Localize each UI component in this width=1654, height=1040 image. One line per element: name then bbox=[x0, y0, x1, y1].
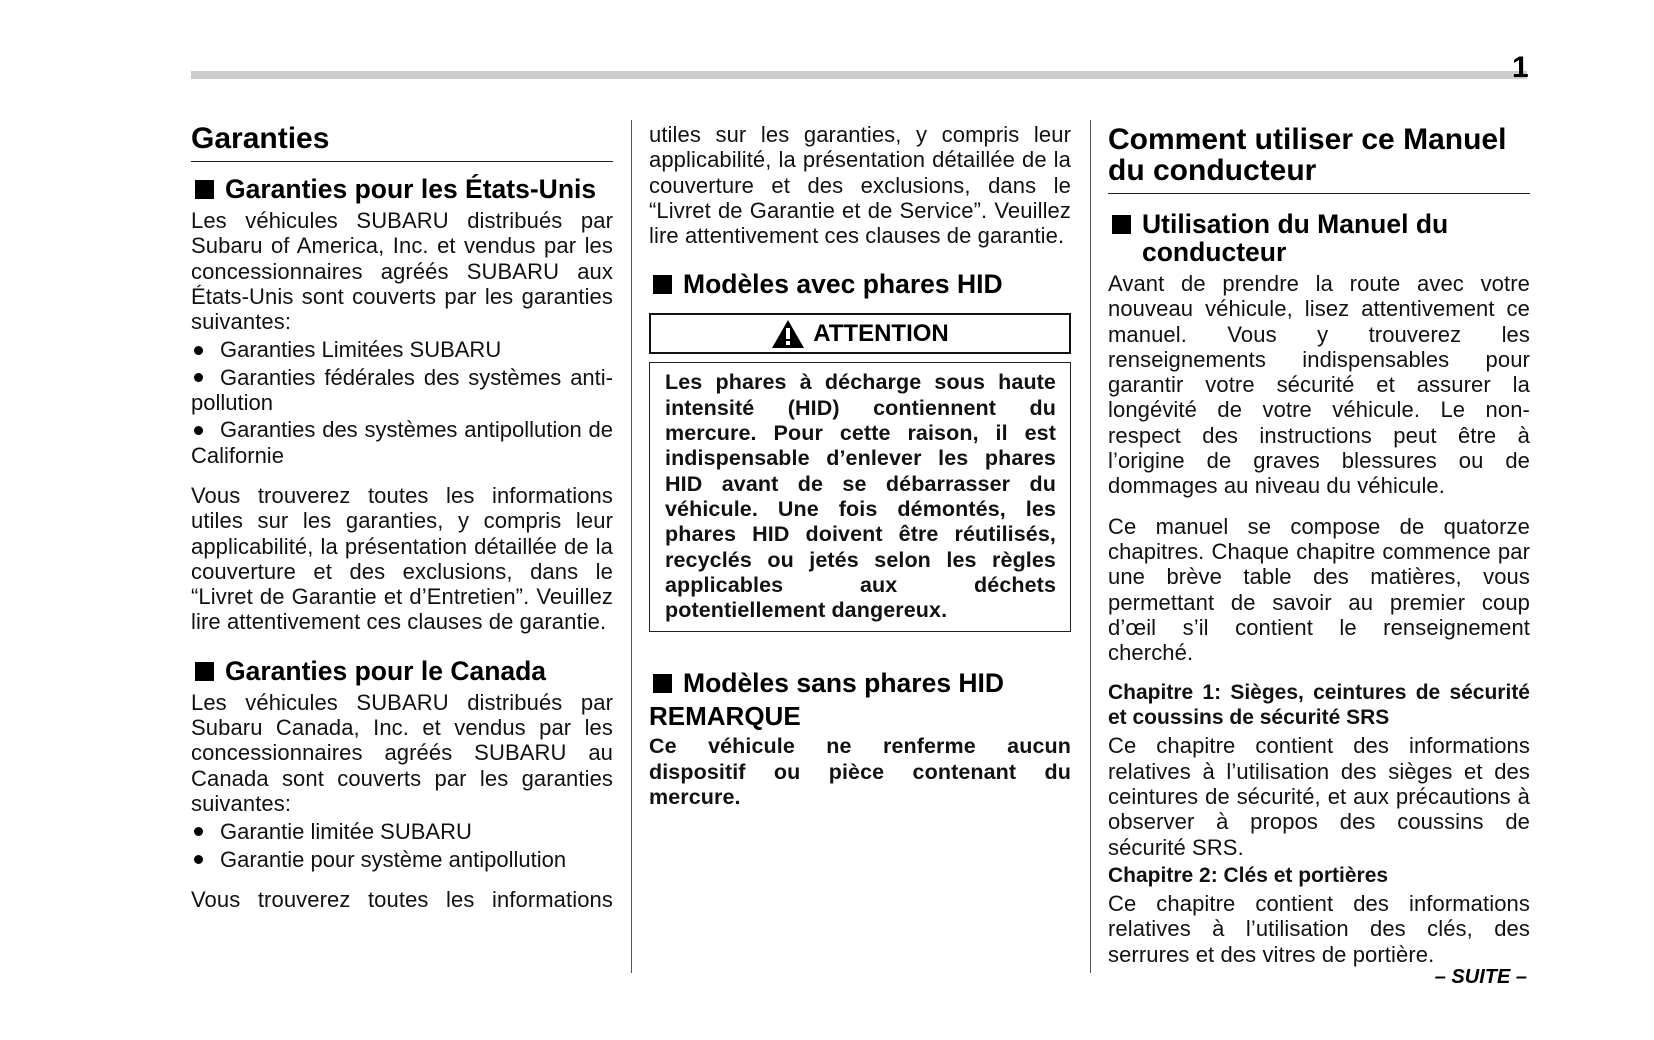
section-title-manual: Comment utiliser ce Manuel du conducteur bbox=[1108, 124, 1530, 194]
list-item: Garantie pour système antipollution bbox=[191, 847, 613, 872]
header-rule bbox=[191, 71, 1527, 79]
usa-warranty-list bbox=[191, 337, 613, 467]
list-item: Garantie limitée SUBARU bbox=[191, 819, 613, 844]
chapter-2-text: Ce chapitre contient des informations relatives à l’utilisation des clés, des serrures et des vitres de portière. bbox=[1108, 890, 1530, 967]
continued-label: – SUITE – bbox=[1434, 966, 1527, 988]
square-bullet-icon bbox=[1112, 215, 1131, 234]
column-1 bbox=[191, 120, 613, 912]
warning-triangle-icon bbox=[771, 319, 805, 349]
canada-warranty-list bbox=[191, 819, 613, 872]
column-divider bbox=[1090, 120, 1091, 973]
attention-header: ATTENTION bbox=[649, 313, 1071, 354]
subsection-heading-no-hid: Modèles sans phares HID bbox=[649, 669, 1071, 697]
remarque-text: Ce véhicule ne renferme aucun dispositif ou pièce contenant du mercure. bbox=[649, 734, 1071, 810]
bullet-dot-icon bbox=[194, 855, 203, 864]
attention-body bbox=[649, 362, 1071, 632]
bullet-dot-icon bbox=[194, 346, 203, 355]
list-item: Garanties Limitées SUBARU bbox=[191, 337, 613, 362]
chapter-2-title: Chapitre 2: Clés et portières bbox=[1108, 863, 1389, 887]
square-bullet-icon bbox=[195, 662, 214, 681]
bullet-dot-icon bbox=[194, 373, 203, 382]
usa-intro-paragraph: Les véhicules SUBARU distribués par Subaru of America, Inc. et vendus par les concessionnaires agréés SUBARU aux États-Unis sont couverts par les garanties suivantes: bbox=[191, 208, 613, 335]
chapter-1-title: Chapitre 1: Sièges, ceintures de sécurité et coussins de sécurité SRS bbox=[1108, 681, 1530, 730]
page-number: 1 bbox=[1512, 51, 1529, 84]
attention-text: Les phares à décharge sous haute intensité (HID) contiennent du mercure. Pour cette raison, il est indispensable d’enlever les phares HID avant de se débarrasser du véhicule. Une fois démontés, les phares HID doivent être réutilisés, recyclés ou jetés selon les règles applicables aux déchets potentiellement dangereux. bbox=[665, 370, 1056, 623]
bullet-dot-icon bbox=[194, 426, 203, 435]
square-bullet-icon bbox=[653, 674, 672, 693]
section-title-garanties: Garanties bbox=[191, 124, 613, 162]
list-item: Garanties des systèmes antipollution de Californie bbox=[191, 417, 613, 468]
usa-outro-paragraph: Vous trouverez toutes les informations utiles sur les garanties, y compris leur applicabilité, la présentation détaillée de la couverture et des exclusions, dans le “Livret de Garantie et d’Entretien”. Veuillez lire attentivement ces clauses de garantie. bbox=[191, 482, 613, 635]
chapters-paragraph: Ce manuel se compose de quatorze chapitres. Chaque chapitre commence par une brève table des matières, vous permettant de savoir au premier coup d’œil s’il contient le renseignement cherché. bbox=[1108, 513, 1530, 666]
remarque-label: REMARQUE bbox=[649, 701, 801, 732]
column-2 bbox=[649, 122, 1071, 810]
intro-paragraph: Avant de prendre la route avec votre nouveau véhicule, lisez attentivement ce manuel. Vous y trouverez les renseignements indispensables pour garantir votre sécurité et assurer la longévité de votre véhicule. Le non-respect des instructions peut être à l’origine de graves blessures ou de dommages au niveau du véhicule. bbox=[1108, 271, 1530, 499]
square-bullet-icon bbox=[653, 275, 672, 294]
bullet-dot-icon bbox=[194, 827, 203, 836]
chapter-1-text: Ce chapitre contient des informations relatives à l’utilisation des sièges et des ceintures de sécurité, et aux précautions à observer à propos des coussins de sécurité SRS. bbox=[1108, 733, 1530, 860]
subsection-heading-usa: Garanties pour les États-Unis bbox=[191, 175, 613, 203]
column-3 bbox=[1108, 120, 1530, 967]
subsection-heading-hid: Modèles avec phares HID bbox=[649, 270, 1071, 298]
canada-outro-paragraph-start: Vous trouverez toutes les informations bbox=[191, 886, 613, 912]
list-item: Garanties fédérales des systèmes anti-pollution bbox=[191, 364, 613, 416]
subsection-heading-manual-usage: Utilisation du Manuel du conducteur bbox=[1108, 210, 1530, 266]
attention-box bbox=[649, 313, 1071, 632]
column-divider bbox=[631, 120, 632, 973]
subsection-heading-canada: Garanties pour le Canada bbox=[191, 657, 613, 685]
square-bullet-icon bbox=[195, 180, 214, 199]
continued-paragraph: utiles sur les garanties, y compris leur applicabilité, la présentation détaillée de la couverture et des exclusions, dans le “Livret de Garantie et de Service”. Veuillez lire attentivement ces clauses de garantie. bbox=[649, 122, 1071, 249]
canada-intro-paragraph: Les véhicules SUBARU distribués par Subaru Canada, Inc. et vendus par les concessionnaires agréés SUBARU au Canada sont couverts par les garanties suivantes: bbox=[191, 689, 613, 816]
